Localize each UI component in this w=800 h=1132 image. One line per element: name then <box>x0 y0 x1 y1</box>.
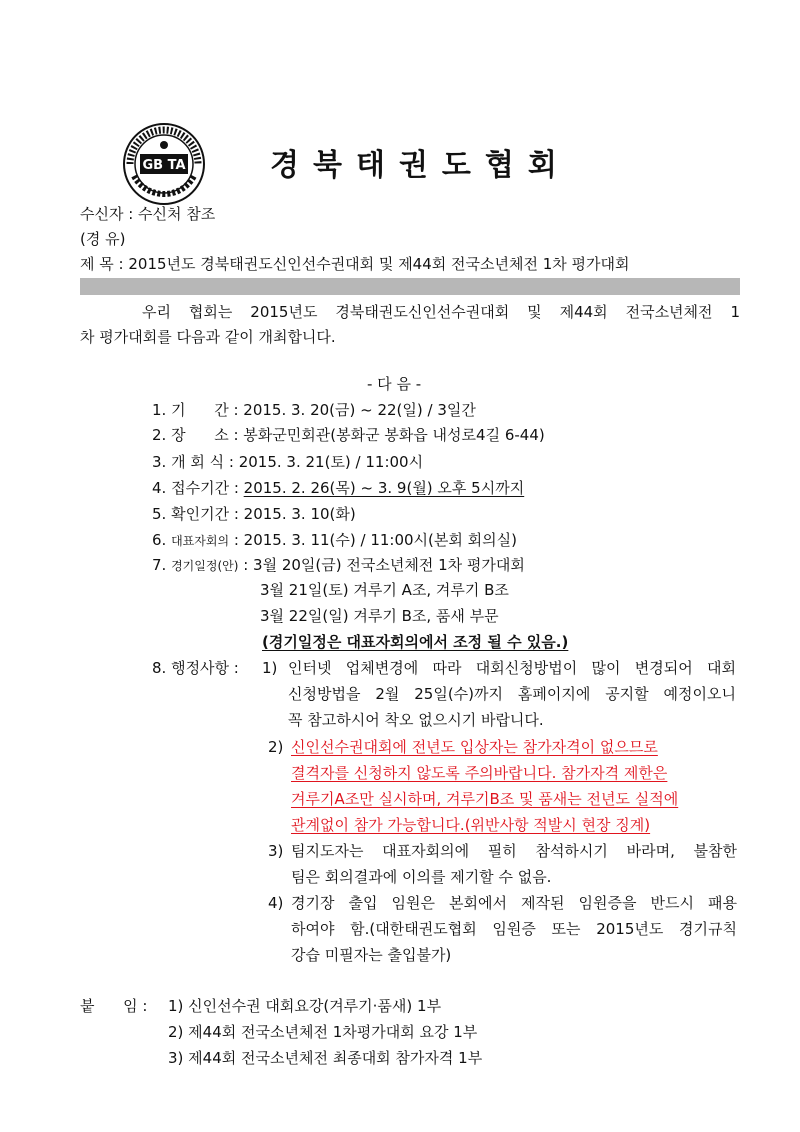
item-registration <box>152 478 524 498</box>
admin-label: 8. 행정사항 : <box>152 659 239 677</box>
schedule-line-3: 3월 22일(일) 겨루기 B조, 품새 부문 <box>260 607 499 625</box>
item-value-prefix: : <box>233 479 244 497</box>
admin-note-4-line: 강습 미필자는 출입불가) <box>291 946 452 964</box>
item-value: : 2015. 3. 20(금) ~ 22(일) / 3일간 <box>233 401 476 419</box>
attachment-item: 3) 제44회 전국소년체전 최종대회 참가자격 1부 <box>168 1049 483 1067</box>
admin-note-3-line: 팀지도자는 대표자회의에 필히 참석하시기 바라며, 불참한 <box>291 842 737 860</box>
section-title: - 다 음 - <box>367 375 422 393</box>
item-number: 2. <box>152 426 167 444</box>
item-number: 3. <box>152 453 167 471</box>
admin-note-2-line: 겨루기A조만 실시하며, 겨루기B조 및 품새는 전년도 실적에 <box>291 790 679 808</box>
logo-text: GB TA <box>142 158 186 173</box>
attachment-item: 1) 신인선수권 대회요강(겨루기·품새) 1부 <box>168 997 442 1015</box>
document-title: 경북태권도협회 <box>270 148 571 183</box>
intro-line-2: 차 평가대회를 다음과 같이 개최합니다. <box>80 328 336 346</box>
item-value: : 3월 20일(금) 전국소년체전 1차 평가대회 <box>243 556 525 574</box>
item-value: 2015. 2. 26(목) ~ 3. 9(월) 오후 5시까지 <box>243 479 525 497</box>
item-number: 7. <box>152 556 167 574</box>
item-schedule <box>152 555 525 576</box>
subject-line <box>80 254 630 274</box>
admin-note-1-number: 1) <box>262 659 278 677</box>
schedule-note: (경기일정은 대표자회의에서 조정 될 수 있음.) <box>262 633 569 651</box>
intro-line-1: 우리 협회는 2015년도 경북태권도신인선수권대회 및 제44회 전국소년체전 1 <box>142 303 740 321</box>
item-number: 1. <box>152 401 167 419</box>
admin-note-2-number: 2) <box>268 738 284 756</box>
item-value: : 2015. 3. 10(화) <box>233 505 356 523</box>
recipient-line: 수신자 : 수신처 참조 <box>80 205 216 223</box>
item-label: 개 회 식 <box>171 453 225 471</box>
item-opening <box>152 452 423 472</box>
item-confirmation <box>152 504 356 524</box>
item-label: 접수기간 <box>171 479 230 497</box>
item-venue <box>152 425 545 445</box>
subject-text: 2015년도 경북태권도신인선수권대회 및 제44회 전국소년체전 1차 평가대회 <box>128 255 630 273</box>
admin-note-1-line: 꼭 참고하시어 착오 없으시기 바랍니다. <box>288 711 544 729</box>
association-logo <box>122 122 206 206</box>
admin-note-4-line: 하여야 함.(대한태권도협회 임원증 또는 2015년도 경기규칙 <box>291 920 737 938</box>
item-label: 장 소 <box>171 426 229 444</box>
admin-note-1-line: 인터넷 업체변경에 따라 대회신청방법이 많이 변경되어 대회 <box>288 659 736 677</box>
subject-divider-band <box>80 278 740 295</box>
item-number: 5. <box>152 505 167 523</box>
item-value: : 2015. 3. 21(토) / 11:00시 <box>228 453 424 471</box>
item-label: 경기일정(안) <box>171 559 239 573</box>
item-representatives-meeting <box>152 530 517 551</box>
admin-note-2-line: 결격자를 신청하지 않도록 주의바랍니다. 참가자격 제한은 <box>291 764 668 782</box>
admin-note-3-number: 3) <box>268 842 284 860</box>
via-line: (경 유) <box>80 230 126 248</box>
admin-note-1-line: 신청방법을 2월 25일(수)까지 홈페이지에 공지할 예정이오니 <box>288 685 736 703</box>
attachment-item: 2) 제44회 전국소년체전 1차평가대회 요강 1부 <box>168 1023 478 1041</box>
subject-label: 제 목 : <box>80 255 124 273</box>
item-value: : 2015. 3. 11(수) / 11:00시(본회 회의실) <box>233 531 517 549</box>
item-label: 대표자회의 <box>171 534 230 548</box>
admin-note-2-line: 신인선수권대회에 전년도 입상자는 참가자격이 없으므로 <box>291 738 658 756</box>
schedule-line-2: 3월 21일(토) 겨루기 A조, 겨루기 B조 <box>260 581 509 599</box>
item-number: 4. <box>152 479 167 497</box>
admin-note-4-number: 4) <box>268 894 284 912</box>
item-number: 6. <box>152 531 167 549</box>
item-label: 기 간 <box>171 401 229 419</box>
attachments-label: 붙 임 : <box>80 997 148 1015</box>
admin-note-2-line: 관계없이 참가 가능합니다.(위반사항 적발시 현장 징계) <box>291 816 651 834</box>
item-period <box>152 400 476 420</box>
item-label: 확인기간 <box>171 505 230 523</box>
item-value: : 봉화군민회관(봉화군 봉화읍 내성로4길 6-44) <box>233 426 545 444</box>
admin-note-3-line: 팀은 회의결과에 이의를 제기할 수 없음. <box>291 868 552 886</box>
admin-note-4-line: 경기장 출입 임원은 본회에서 제작된 임원증을 반드시 패용 <box>291 894 737 912</box>
